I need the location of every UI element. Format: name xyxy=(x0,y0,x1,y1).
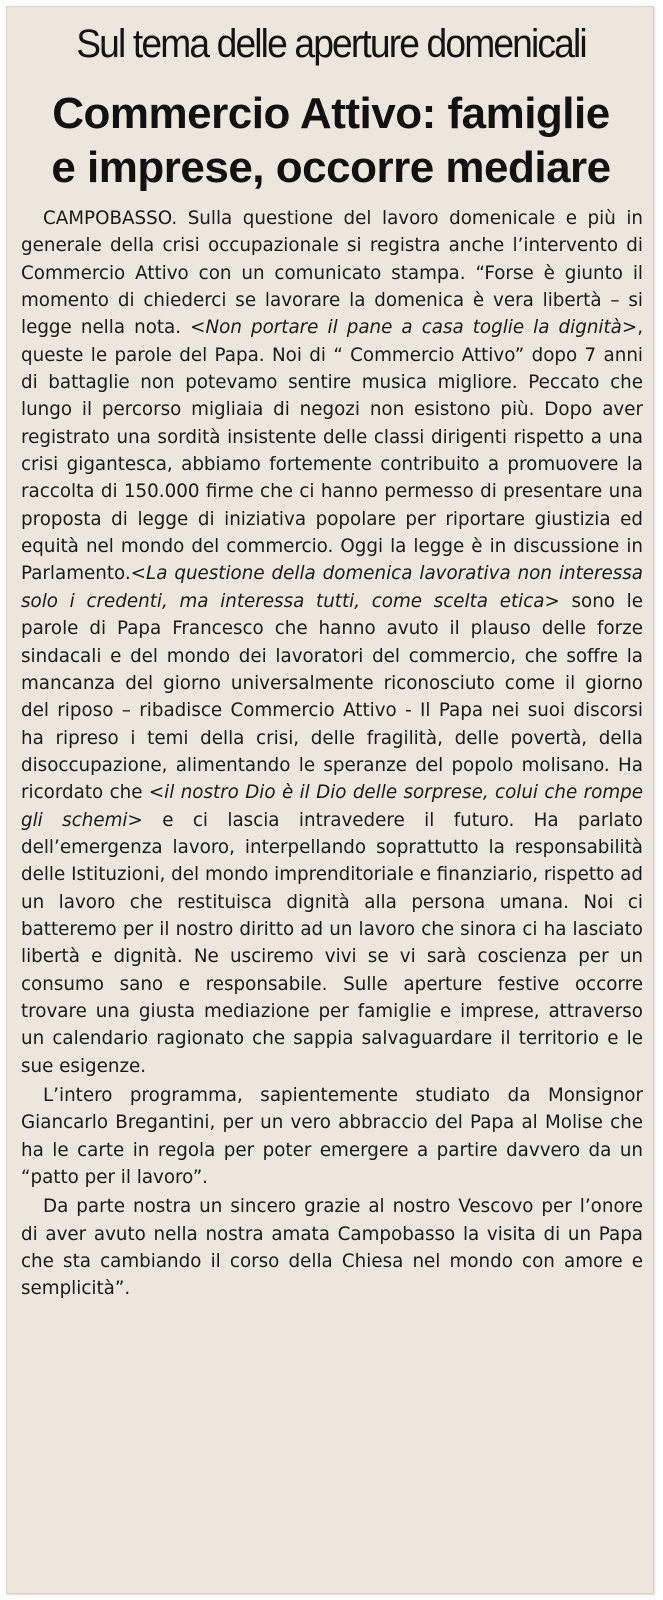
headline-line-2: e imprese, occorre mediare xyxy=(51,143,611,192)
quote-3: il nostro Dio è il Dio delle sorprese, colui che rompe gli schemi xyxy=(21,782,643,831)
newspaper-clipping xyxy=(6,6,654,1594)
body-paragraph-1 xyxy=(21,205,643,1080)
headline-line-1: Commercio Attivo: famiglie xyxy=(52,89,610,138)
body-paragraph-3: Da parte nostra un sincero grazie al nostro Vescovo per l’onore di aver avuto nella nostra amata Campobasso la visita di un Papa che sta cambiando il corso della Chiesa nel mondo con amore e semplicità”. xyxy=(21,1196,643,1300)
body-paragraph-2: L’intero programma, sapientemente studiato da Monsignor Giancarlo Bregantini, per un vero abbraccio del Papa al Molise che ha le carte in regola per poter emergere a partire davvero da un “patto per il lavoro”. xyxy=(21,1085,643,1189)
quote-2: La questione della domenica lavorativa non interessa solo i credenti, ma interessa tutti, come scelta etica xyxy=(21,563,643,612)
paragraph-1-text-a: CAMPOBASSO. Sulla questione del lavoro domenicale e più in generale della crisi occupazionale si registra anche l’intervento di Commercio Attivo con un comunicato stampa. “Forse è giunto il momento di chiederci se lavorare la domenica è vera libertà – si legge nella nota. < xyxy=(21,208,643,339)
quote-1: Non portare il pane a casa toglie la dignità xyxy=(205,317,622,339)
paragraph-1-text-b: >, queste le parole del Papa. Noi di “ Commercio Attivo” dopo 7 anni di battaglie non potevamo sentire musica migliore. Peccato che lungo il percorso migliaia di negozi non esistono più. Dopo aver registrato una sordità insistente delle classi dirigenti rispetto a una crisi gigantesca, abbiamo fortemente contribuito a promuovere la raccolta di 150.000 firme che ci hanno permesso di presentare una proposta di legge di iniziativa popolare per riportare giustizia ed equità nel mondo del commercio. Oggi la legge è in discussione in Parlamento.< xyxy=(21,317,644,585)
article-kicker: Sul tema delle aperture domenicali xyxy=(76,22,586,66)
article-body xyxy=(21,205,643,1303)
paragraph-1-text-c: > sono le parole di Papa Francesco che hanno avuto il plauso delle forze sindacali e del mondo dei lavoratori del commercio, che soffre la mancanza del giorno universalmente riconosciuto come il giorno del riposo – ribadisce Commercio Attivo - Il Papa nei suoi discorsi ha ripreso i temi della crisi, delle fragilità, delle povertà, della disoccupazione, alimentando le speranze del popolo molisano. Ha ricordato che < xyxy=(21,590,643,804)
paragraph-1-text-d: > e ci lascia intravedere il futuro. Ha parlato dell’emergenza lavoro, interpellando soprattutto la responsabilità delle Istituzioni, del mondo imprenditoriale e finanziario, rispetto ad un lavoro che restituisca dignità alla persona umana. Noi ci batteremo per il nostro diritto ad un lavoro che sinora ci ha lasciato libertà e dignità. Ne usciremo vivi se vi sarà coscienza per un consumo sano e responsabile. Sulle aperture festive occorre trovare una giusta mediazione per famiglie e imprese, attraverso un calendario ragionato che sappia salvaguardare il territorio e le sue esigenze. xyxy=(21,809,643,1077)
article-headline xyxy=(7,87,654,195)
